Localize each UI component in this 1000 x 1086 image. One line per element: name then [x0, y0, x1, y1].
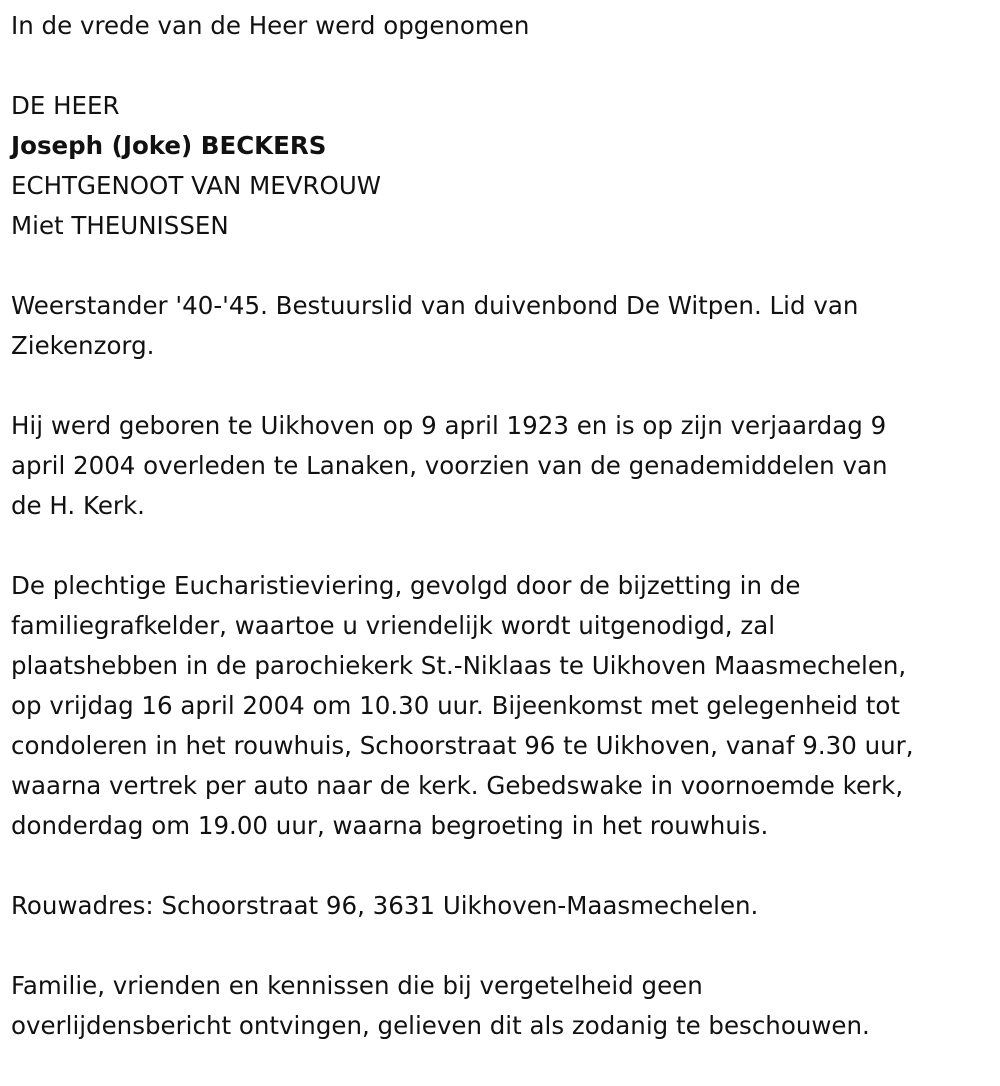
closing-paragraph: [11, 966, 991, 1046]
bio-paragraph: [11, 286, 991, 366]
spacer: [11, 246, 991, 286]
paragraph-line: donderdag om 19.00 uur, waarna begroeting in het rouwhuis.: [11, 811, 769, 840]
paragraph-line: op vrijdag 16 april 2004 om 10.30 uur. Bijeenkomst met gelegenheid tot: [11, 691, 900, 720]
mourning-address: Rouwadres: Schoorstraat 96, 3631 Uikhoven-Maasmechelen.: [11, 891, 759, 920]
paragraph-line: april 2004 overleden te Lanaken, voorzien van de genademiddelen van: [11, 451, 888, 480]
paragraph-line: de H. Kerk.: [11, 491, 145, 520]
paragraph-line: familiegrafkelder, waartoe u vriendelijk wordt uitgenodigd, zal: [11, 611, 776, 640]
spouse-name: Miet THEUNISSEN: [11, 211, 229, 240]
spacer: [11, 46, 991, 86]
paragraph-line: condoleren in het rouwhuis, Schoorstraat 96 te Uikhoven, vanaf 9.30 uur,: [11, 731, 914, 760]
obituary-document: [11, 6, 991, 1046]
paragraph-line: waarna vertrek per auto naar de kerk. Gebedswake in voornoemde kerk,: [11, 771, 904, 800]
paragraph-line: plaatshebben in de parochiekerk St.-Niklaas te Uikhoven Maasmechelen,: [11, 651, 907, 680]
spacer: [11, 526, 991, 566]
spouse-title: ECHTGENOOT VAN MEVROUW: [11, 171, 382, 200]
paragraph-line: Hij werd geboren te Uikhoven op 9 april 1923 en is op zijn verjaardag 9: [11, 411, 887, 440]
intro-line: In de vrede van de Heer werd opgenomen: [11, 11, 530, 40]
service-paragraph: [11, 566, 991, 846]
spacer: [11, 846, 991, 886]
paragraph-line: Familie, vrienden en kennissen die bij vergetelheid geen: [11, 971, 703, 1000]
paragraph-line: Ziekenzorg.: [11, 331, 155, 360]
life-paragraph: [11, 406, 991, 526]
paragraph-line: overlijdensbericht ontvingen, gelieven dit als zodanig te beschouwen.: [11, 1011, 870, 1040]
spacer: [11, 366, 991, 406]
deceased-name: Joseph (Joke) BECKERS: [11, 131, 327, 160]
paragraph-line: Weerstander '40-'45. Bestuurslid van duivenbond De Witpen. Lid van: [11, 291, 859, 320]
spacer: [11, 926, 991, 966]
salutation: DE HEER: [11, 91, 120, 120]
paragraph-line: De plechtige Eucharistieviering, gevolgd door de bijzetting in de: [11, 571, 801, 600]
